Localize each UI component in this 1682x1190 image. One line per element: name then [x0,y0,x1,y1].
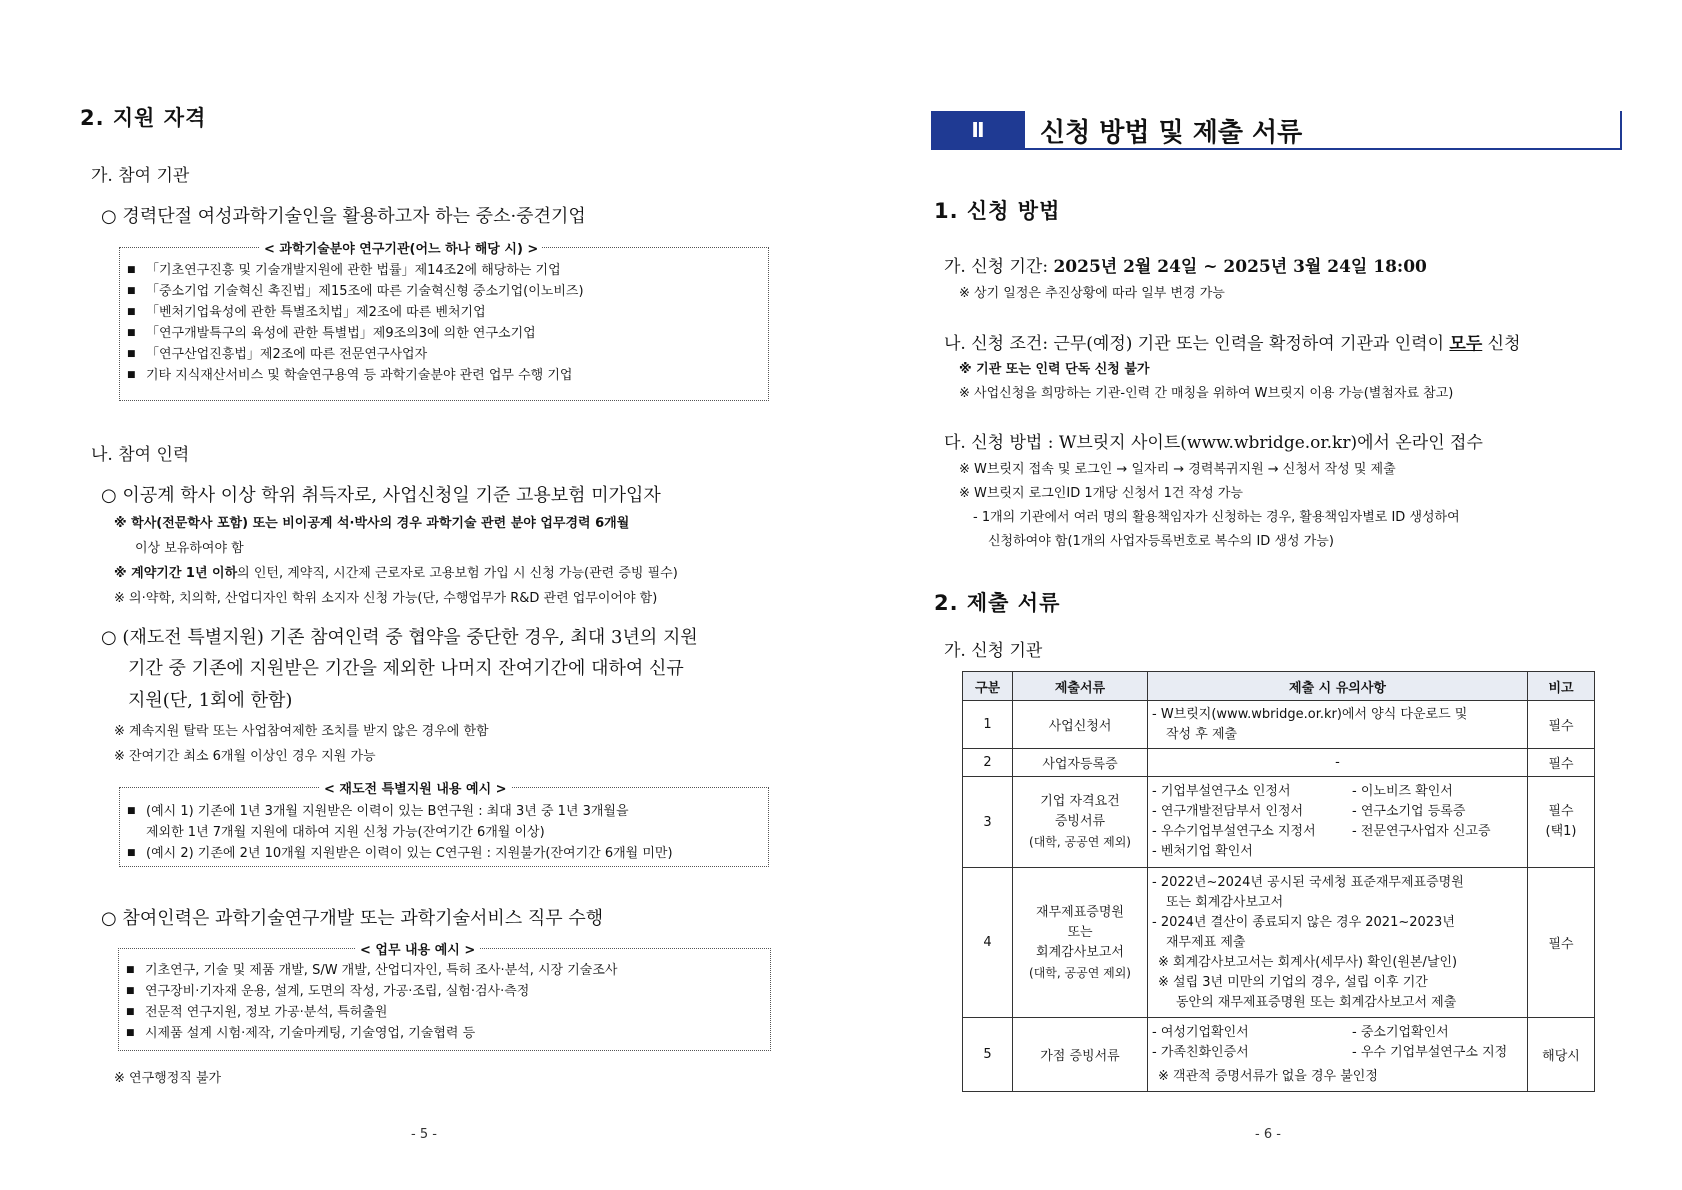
col-header: 제출 시 유의사항 [1148,672,1528,701]
condition-end: 신청 [1482,334,1521,354]
note-continuation: ※ 계속지원 탈락 또는 사업참여제한 조치를 받지 않은 경우에 한함 [114,724,489,739]
period-label: 가. 신청 기간: [944,257,1054,277]
note-line: - 연구소기업 등록증 [1352,804,1466,819]
chapter-rule-end [1620,111,1622,150]
document-notes: - [1148,749,1528,777]
document-notes [1148,868,1528,1018]
doc-line: 증빙서류 [1054,814,1106,829]
note-degree-cont: 이상 보유하여야 함 [135,541,244,556]
list-item: ■ 「벤처기업육성에 관한 특별조치법」제2조에 따른 벤처기업 [120,302,768,323]
note-line: - 2024년 결산이 종료되지 않은 경우 2021~2023년 [1152,914,1455,930]
list-item: ■ 시제품 설계 시험·제작, 기술마케팅, 기술영업, 기술협력 등 [119,1023,770,1044]
document-notes [1148,701,1528,749]
note-steps: ※ W브릿지 접속 및 로그인 → 일자리 → 경력복귀지원 → 신청서 작성 및 제출 [959,462,1396,477]
research-institution-box [119,242,769,401]
box-title: < 재도전 특별지원 내용 예시 > [320,778,511,797]
chapter-underline [931,148,1621,150]
remark: 필수 [1528,749,1595,777]
subsection-participating-personnel: 나. 참여 인력 [91,445,190,465]
note-line: - 여성기업확인서 [1152,1024,1249,1040]
list-item: ■ (예시 1) 기존에 1년 3개월 지원받은 이력이 있는 B연구원 : 최대 3년 중 1년 3개월을 [120,801,768,822]
note-medical: ※ 의·약학, 치의학, 산업디자인 학위 소지자 신청 가능(단, 수행업무가 R&D 관련 업무이어야 함) [114,591,658,606]
rechallenge-line-2: 기간 중 기존에 지원받은 기간을 제외한 나머지 잔여기간에 대하여 신규 [128,658,684,679]
remark: 해당시 [1528,1018,1595,1092]
list-item: ■ 「기초연구진흥 및 기술개발지원에 관한 법률」제14조2에 해당하는 기업 [120,260,768,281]
list-item: ■ 연구장비·기자재 운용, 설계, 도면의 작성, 가공·조립, 실험·검사·측정 [119,981,770,1002]
table-row [963,1018,1595,1092]
list-item: ■ 「연구개발특구의 육성에 관한 특별법」제9조의3에 의한 연구소기업 [120,323,768,344]
list-item: ■ 기타 지식재산서비스 및 학술연구용역 등 과학기술분야 관련 업무 수행 기업 [120,365,768,386]
document-name: 사업자등록증 [1013,749,1148,777]
document-name [1013,868,1148,1018]
note-schedule: ※ 상기 일정은 추진상황에 따라 일부 변경 가능 [959,286,1225,301]
doc-line: 또는 [1067,924,1093,940]
condition-text: 나. 신청 조건: 근무(예정) 기관 또는 인력을 확정하여 기관과 인력이 [944,334,1450,354]
document-name: 가점 증빙서류 [1013,1018,1148,1092]
note-line: - 이노비즈 확인서 [1352,784,1453,799]
note-multiple-id-1: - 1개의 기관에서 여러 명의 활용책임자가 신청하는 경우, 활용책임자별로 ID 생성하여 [973,510,1460,525]
application-period [944,252,1427,277]
doc-line: 재무제표증명원 [1036,904,1124,920]
rechallenge-line-1: ○ (재도전 특별지원) 기존 참여인력 중 협약을 중단한 경우, 최대 3년의 지원 [101,627,698,648]
list-item: ■ 전문적 연구지원, 정보 가공·분석, 특허출원 [119,1002,770,1023]
note-line: 동안의 재무제표증명원 또는 회계감사보고서 제출 [1176,994,1457,1010]
row-number: 2 [963,749,1013,777]
note-line: 재무제표 제출 [1166,934,1246,950]
row-number: 5 [963,1018,1013,1092]
row-number: 3 [963,777,1013,868]
institution-criteria: ○ 경력단절 여성과학기술인을 활용하고자 하는 중소·중견기업 [101,206,586,227]
box-title: < 과학기술분야 연구기관(어느 하나 해당 시) > [260,238,542,257]
document-notes [1148,777,1528,868]
document-notes [1148,1018,1528,1092]
section-title-method: 1. 신청 방법 [934,199,1061,223]
note-degree: ※ 학사(전문학사 포함) 또는 비이공계 석·박사의 경우 과학기술 관련 분야 업무경력 6개월 [114,516,630,531]
remark-line: 필수 [1548,804,1574,819]
personnel-criteria: ○ 이공계 학사 이상 학위 취득자로, 사업신청일 기준 고용보험 미가입자 [101,485,661,506]
list-item: ■ 「연구산업진흥법」제2조에 따른 전문연구사업자 [120,344,768,365]
note-line: - 우수 기업부설연구소 지정 [1352,1044,1508,1060]
page-number: - 5 - [411,1127,437,1142]
note-contract-rest: 의 인턴, 계약직, 시간제 근로자로 고용보험 가입 시 신청 가능(관련 증빙 필수) [237,566,678,581]
rechallenge-line-3: 지원(단, 1회에 한함) [128,690,293,711]
table-row [963,868,1595,1018]
duty-example-box [118,943,771,1051]
note-line: - 전문연구사업자 신고증 [1352,824,1491,839]
col-header: 제출서류 [1013,672,1148,701]
note-one-per-id: ※ W브릿지 로그인ID 1개당 신청서 1건 작성 가능 [959,486,1243,501]
table-row [963,701,1595,749]
note-admin: ※ 연구행정직 불가 [114,1071,222,1086]
subsection-applicant-institution: 가. 신청 기관 [944,641,1043,661]
doc-line: (대학, 공공연 제외) [1029,835,1131,849]
note-line: ※ 회계감사보고서는 회계사(세무사) 확인(원본/날인) [1158,954,1458,970]
remark: 필수 [1528,701,1595,749]
note-matching: ※ 사업신청을 희망하는 기관-인력 간 매칭을 위하여 W브릿지 이용 가능(별첨자료 참고) [959,386,1454,401]
list-item: ■ 기초연구, 기술 및 제품 개발, S/W 개발, 산업디자인, 특허 조사·분석, 시장 기술조사 [119,960,770,981]
col-header: 비고 [1528,672,1595,701]
page-number: - 6 - [1255,1127,1281,1142]
subsection-participating-institution: 가. 참여 기관 [91,166,190,186]
doc-line: 회계감사보고서 [1036,944,1124,960]
doc-line: 기업 자격요건 [1040,794,1120,809]
row-number: 1 [963,701,1013,749]
note-joint-required: ※ 기관 또는 인력 단독 신청 불가 [959,362,1150,377]
row-number: 4 [963,868,1013,1018]
note-line: - 가족친화인증서 [1152,1044,1249,1060]
note-line: - W브릿지(www.wbridge.or.kr)에서 양식 다운로드 및 [1152,706,1468,722]
list-item: ■ (예시 2) 기존에 2년 10개월 지원받은 이력이 있는 C연구원 : 지원불가(잔여기간 6개월 미만) [120,843,768,864]
note-line: ※ 객관적 증명서류가 없을 경우 불인정 [1158,1068,1378,1084]
note-line: ※ 설립 3년 미만의 기업의 경우, 설립 이후 기간 [1158,974,1428,990]
note-remaining: ※ 잔여기간 최소 6개월 이상인 경우 지원 가능 [114,749,376,764]
note-line: - 2022년~2024년 공시된 국세청 표준재무제표증명원 [1152,874,1464,890]
chapter-number: Ⅱ [931,111,1025,148]
remark [1528,777,1595,868]
application-condition [944,329,1521,354]
note-line: - 우수기업부설연구소 지정서 [1152,824,1316,839]
duty-criteria: ○ 참여인력은 과학기술연구개발 또는 과학기술서비스 직무 수행 [101,908,604,929]
table-row [963,777,1595,868]
application-method: 다. 신청 방법 : W브릿지 사이트(www.wbridge.or.kr)에서 온라인 접수 [944,433,1483,453]
condition-emphasis: 모두 [1449,334,1483,354]
document-name [1013,777,1148,868]
col-header: 구분 [963,672,1013,701]
document-name: 사업신청서 [1013,701,1148,749]
remark: 필수 [1528,868,1595,1018]
remark-line: (택1) [1545,824,1577,839]
period-value: 2025년 2월 24일 ~ 2025년 3월 24일 18:00 [1053,257,1427,277]
rechallenge-example-box [119,782,769,867]
note-line: - 중소기업확인서 [1352,1024,1449,1040]
list-item-cont: 제외한 1년 7개월 지원에 대하여 지원 신청 가능(잔여기간 6개월 이상) [146,825,545,840]
note-line: - 연구개발전담부서 인정서 [1152,804,1304,819]
note-contract [114,562,678,581]
section-title-documents: 2. 제출 서류 [934,591,1061,615]
note-line: - 기업부설연구소 인정서 [1152,784,1291,799]
chapter-title: 신청 방법 및 제출 서류 [1040,118,1303,148]
note-line: 작성 후 제출 [1166,726,1238,742]
note-contract-bold: ※ 계약기간 1년 이하 [114,566,238,581]
table-row [963,749,1595,777]
note-line: - 벤처기업 확인서 [1152,844,1253,859]
note-multiple-id-2: 신청하여야 함(1개의 사업자등록번호로 복수의 ID 생성 가능) [988,534,1334,549]
section-title-eligibility: 2. 지원 자격 [80,106,207,130]
list-item: ■ 「중소기업 기술혁신 촉진법」제15조에 따른 기술혁신형 중소기업(이노비즈) [120,281,768,302]
doc-line: (대학, 공공연 제외) [1029,965,1131,980]
box-title: < 업무 내용 예시 > [356,939,479,958]
table-header-row [963,672,1595,701]
note-line: 또는 회계감사보고서 [1166,894,1284,910]
documents-table [962,671,1595,1092]
